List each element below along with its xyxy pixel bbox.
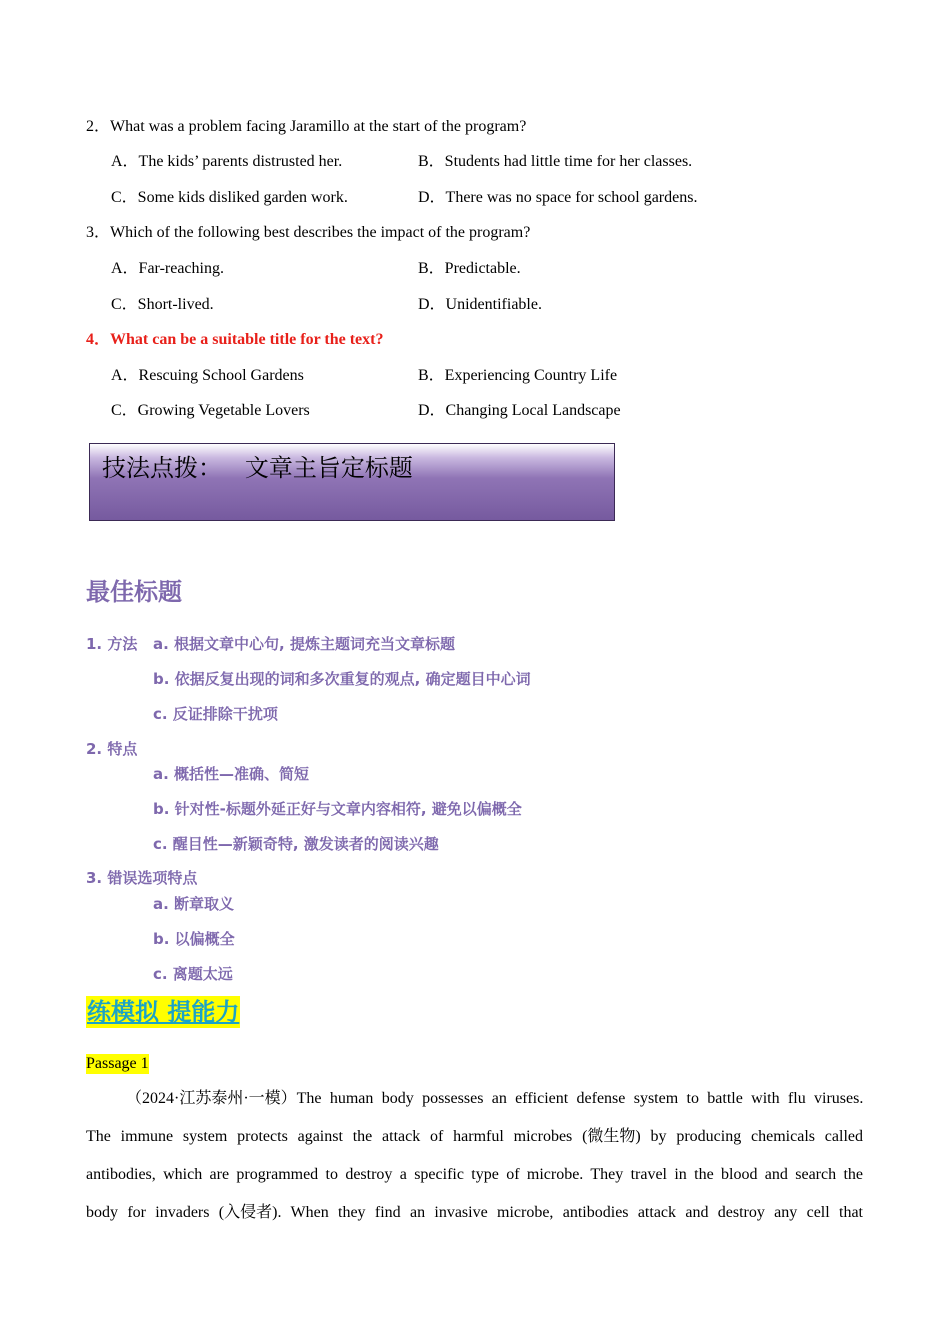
question-2 (86, 117, 526, 137)
wrong-option-item: b. 以偏概全 (153, 930, 235, 948)
question-text: What was a problem facing Jaramillo at the start of the program? (110, 118, 527, 135)
passage-label: Passage 1 (86, 1055, 149, 1072)
option-3d: D．Unidentifiable. (418, 296, 542, 313)
wrong-option-label: 3. 错误选项特点 (86, 869, 198, 887)
option-4c: C．Growing Vegetable Lovers (111, 402, 310, 419)
question-3 (86, 223, 530, 243)
tip-box (89, 443, 615, 521)
section-heading: 最佳标题 (86, 578, 182, 606)
question-text: What can be a suitable title for the text? (110, 331, 384, 348)
passage-line: body for invaders (入侵者). When they find an invasive microbe, antibodies attack and destroy any cell that (86, 1204, 863, 1221)
option-3a: A．Far-reaching. (111, 260, 224, 277)
wrong-option-item: a. 断章取义 (153, 895, 235, 913)
option-2b: B．Students had little time for her classes. (418, 153, 693, 170)
passage-line: The immune system protects against the attack of harmful microbes (微生物) by producing chemicals called (86, 1128, 863, 1145)
option-3c: C．Short-lived. (111, 296, 214, 313)
option-3b: B．Predictable. (418, 260, 521, 277)
wrong-option-item: c. 离题太远 (153, 965, 233, 983)
feature-label: 2. 特点 (86, 740, 138, 758)
question-text: Which of the following best describes the impact of the program? (110, 224, 531, 241)
question-number: 2． (86, 118, 111, 135)
question-4 (86, 330, 383, 350)
option-4d: D．Changing Local Landscape (418, 402, 621, 419)
method-item: b. 依据反复出现的词和多次重复的观点, 确定题目中心词 (153, 670, 531, 688)
question-number: 4． (86, 331, 111, 348)
feature-item: a. 概括性—准确、简短 (153, 765, 310, 783)
option-2d: D．There was no space for school gardens. (418, 189, 698, 206)
passage-line: （2024·江苏泰州·一模）The human body possesses an efficient defense system to battle with flu viruses. (126, 1090, 864, 1107)
option-2c: C．Some kids disliked garden work. (111, 189, 348, 206)
passage-line: antibodies, which are programmed to destroy a specific type of microbe. They travel in the blood and search the (86, 1166, 863, 1183)
option-2a: A．The kids’ parents distrusted her. (111, 153, 343, 170)
practice-heading: 练模拟 提能力 (87, 998, 240, 1026)
method-item: c. 反证排除干扰项 (153, 705, 278, 723)
method-item: a. 根据文章中心句, 提炼主题词充当文章标题 (153, 635, 455, 653)
feature-item: b. 针对性-标题外延正好与文章内容相符, 避免以偏概全 (153, 800, 522, 818)
option-4a: A．Rescuing School Gardens (111, 367, 304, 384)
feature-item: c. 醒目性—新颖奇特, 激发读者的阅读兴趣 (153, 835, 439, 853)
tip-box-title: 技法点拨： 文章主旨定标题 (102, 454, 413, 482)
question-number: 3． (86, 224, 111, 241)
passage-paragraph (86, 1080, 863, 1232)
method-label: 1. 方法 (86, 635, 138, 653)
option-4b: B．Experiencing Country Life (418, 367, 618, 384)
